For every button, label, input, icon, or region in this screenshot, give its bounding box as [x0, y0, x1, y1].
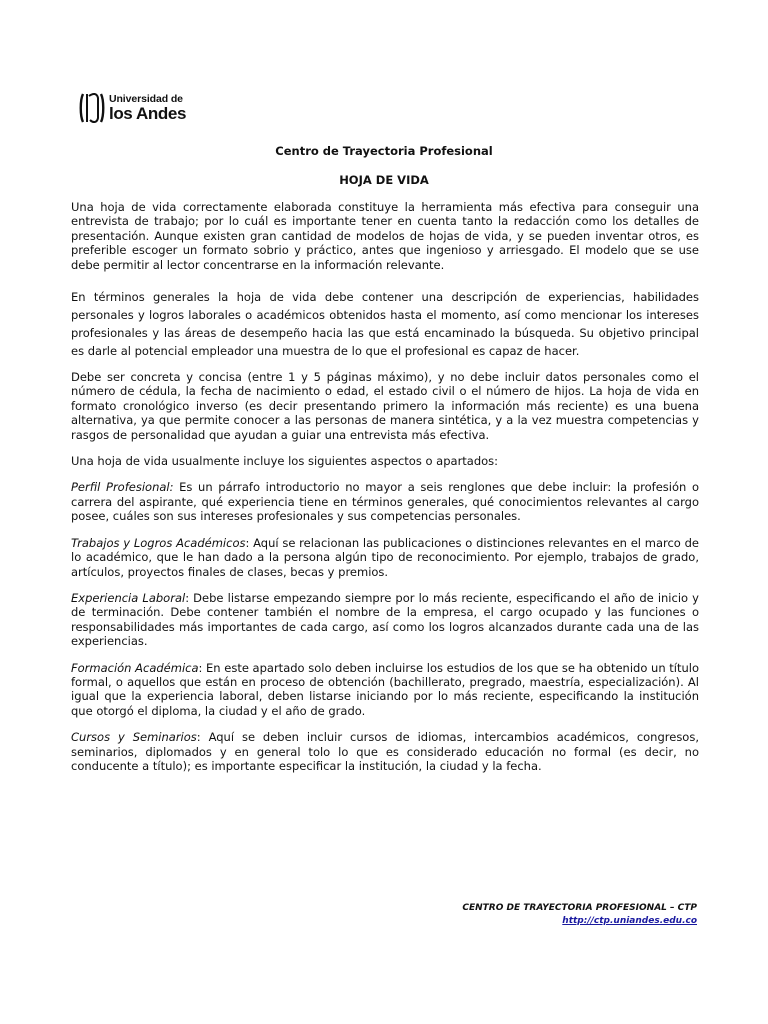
- footer-website-link[interactable]: http://ctp.uniandes.edu.co: [562, 916, 697, 926]
- section-text: : Aquí se relacionan las publicaciones o distinciones relevantes en el marco de lo académico, que le han dado a la persona algún tipo de reconocimiento. Por ejemplo, trabajos de grado, artículos, proyectos finales de clases, becas y premios.: [71, 535, 699, 579]
- section-term: Trabajos y Logros Académicos: [71, 535, 246, 550]
- document-title: HOJA DE VIDA: [339, 173, 429, 187]
- section-experiencia-laboral: [71, 591, 699, 649]
- section-text: : Debe listarse empezando siempre por lo más reciente, especificando el año de inicio y de terminación. Debe contener también el nombre de la empresa, el cargo ocupado y las funciones o responsabilidades más importantes de cada cargo, así como los logros alcanzados durante cada una de las experiencias.: [71, 590, 699, 649]
- section-term: Cursos y Seminarios: [71, 730, 197, 745]
- section-perfil-profesional: [71, 480, 699, 523]
- document-heading: Centro de Trayectoria Profesional: [275, 144, 493, 158]
- logo-emblem-icon: [79, 92, 105, 124]
- section-text: Es un párrafo introductorio no mayor a seis renglones que debe incluir: la profesión o carrera del aspirante, qué experiencia tiene en términos generales, qué conocimientos relevantes al cargo posee, cuáles son sus intereses profesionales y sus competencias personales.: [71, 480, 699, 524]
- section-trabajos-logros: [71, 536, 699, 579]
- paragraph-general: En términos generales la hoja de vida debe contener una descripción de experiencias, habilidades personales y logros laborales o académicos obtenidos hasta el momento, así como mencionar los intereses profesionales y las áreas de desempeño hacia las que está encaminado la búsqueda. Su objetivo principal es darle al potencial empleador una muestra de lo que el profesional es capaz de hacer.: [71, 290, 699, 359]
- section-text: : En este apartado solo deben incluirse los estudios de los que se ha obtenido un título formal, o aquellos que están en proceso de obtención (bachillerato, pregrado, maestría, especialización). Al igual que la experiencia laboral, deben listarse iniciando por lo más reciente, especificando la institución que otorgó el diploma, la ciudad y el año de grado.: [71, 660, 699, 718]
- section-term: Experiencia Laboral: [71, 590, 186, 605]
- section-term: Formación Académica: [71, 660, 199, 675]
- section-formacion-academica: [71, 661, 699, 719]
- paragraph-intro: Una hoja de vida correctamente elaborada constituye la herramienta más efectiva para conseguir una entrevista de trabajo; por lo cuál es importante tener en cuenta tanto la redacción como los detalles de presentación. Aunque existen gran cantidad de modelos de hojas de vida, y se pueden inventar otros, es preferible escoger un formato sobrio y práctico, antes que ingenioso y arriesgado. El modelo que se use debe permitir al lector concentrarse en la información relevante.: [71, 200, 699, 272]
- document-body: [71, 200, 699, 785]
- section-cursos-seminarios: [71, 730, 699, 773]
- university-logo: [79, 92, 186, 124]
- logo-line-university: Universidad de: [109, 92, 183, 105]
- logo-line-name: los Andes: [109, 104, 187, 124]
- footer-organization: CENTRO DE TRAYECTORIA PROFESIONAL – CTP: [462, 903, 697, 913]
- paragraph-sections-intro: Una hoja de vida usualmente incluye los siguientes aspectos o apartados:: [71, 454, 499, 469]
- page-footer: [462, 902, 697, 928]
- paragraph-format: Debe ser concreta y concisa (entre 1 y 5 páginas máximo), y no debe incluir datos personales como el número de cédula, la fecha de nacimiento o edad, el estado civil o el número de hijos. La hoja de vida en formato cronológico inverso (es decir presentando primero la información más reciente) es una buena alternativa, ya que permite conocer a las personas de manera sintética, y a la vez muestra competencias y rasgos de personalidad que ayudan a guiar una entrevista más efectiva.: [71, 370, 699, 442]
- section-text: : Aquí se deben incluir cursos de idiomas, intercambios académicos, congresos, seminarios, diplomados y en general tolo lo que es considerado educación no formal (es decir, no conducente a título); es importante especificar la institución, la ciudad y la fecha.: [71, 730, 699, 773]
- section-term: Perfil Profesional:: [71, 480, 174, 495]
